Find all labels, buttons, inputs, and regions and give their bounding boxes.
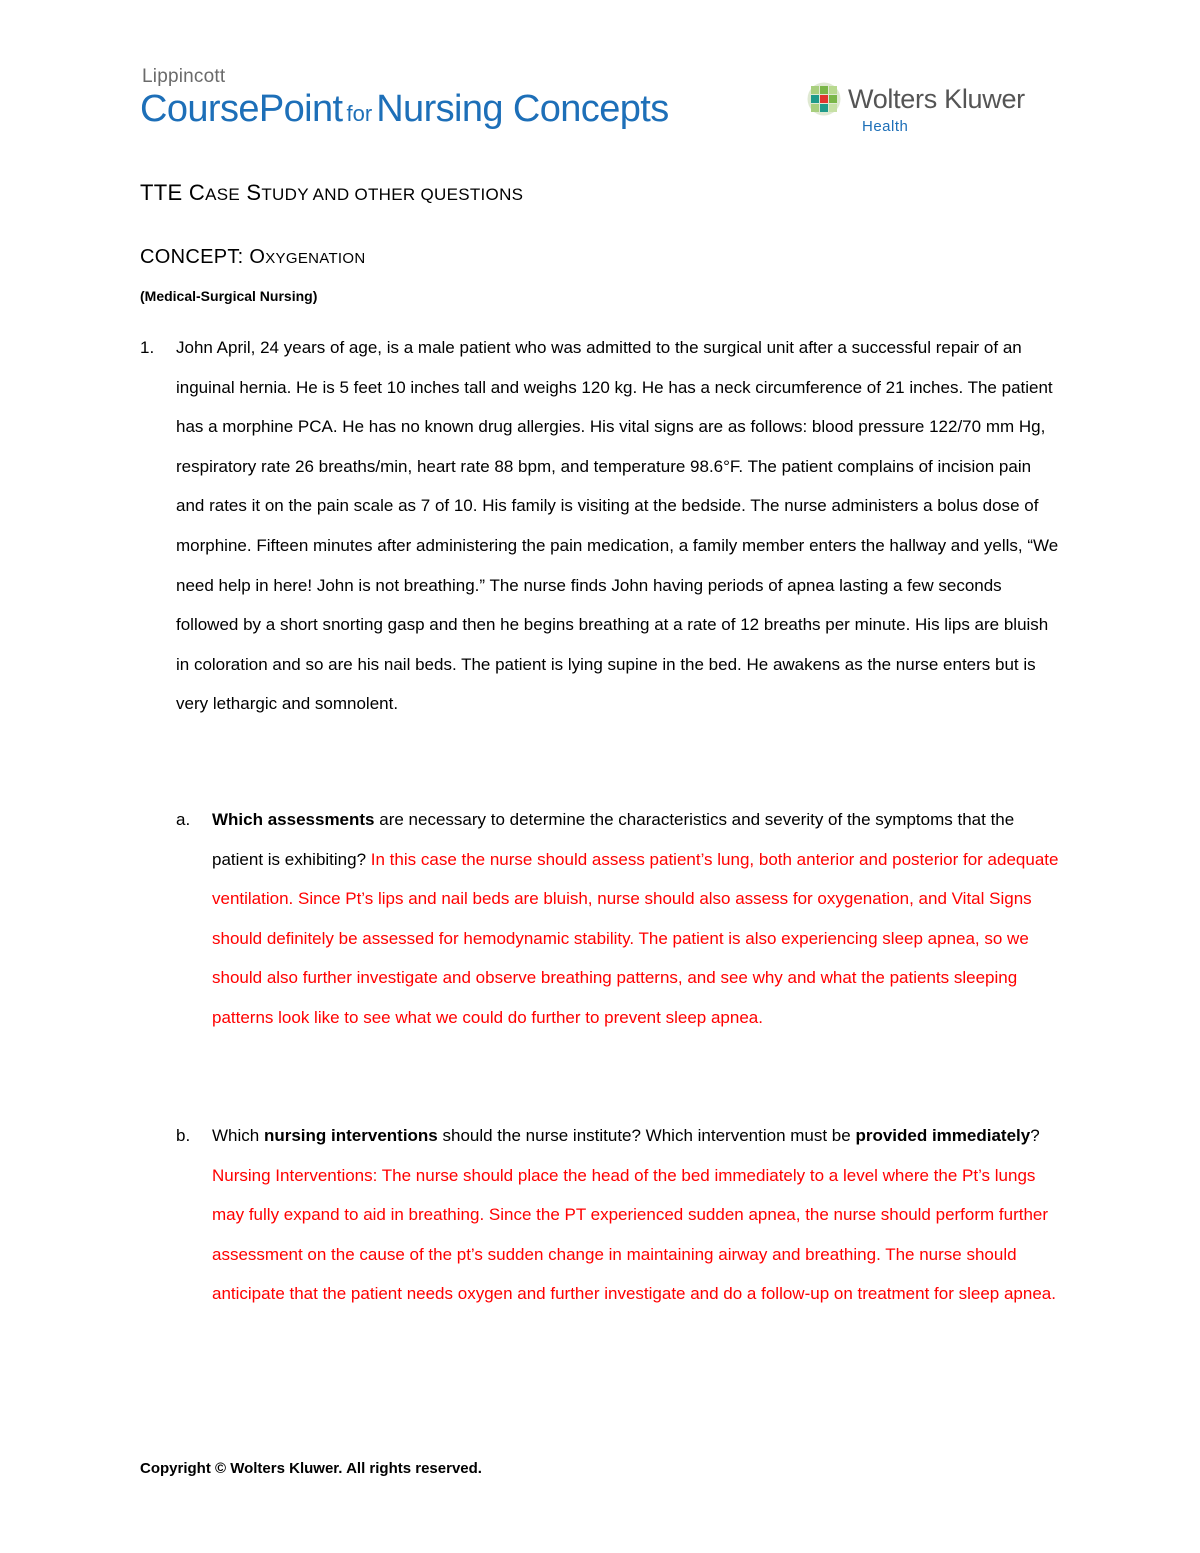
copyright-footer: Copyright © Wolters Kluwer. All rights reserved.: [140, 1460, 482, 1477]
bold-phrase: Which assessments: [212, 810, 375, 829]
lippincott-label: Lippincott: [142, 66, 226, 87]
subquestion-text: [212, 1116, 1060, 1314]
question-text: John April, 24 years of age, is a male patient who was admitted to the surgical unit after a successful repair of an inguinal hernia. He is 5 feet 10 inches tall and weighs 120 kg. He has a neck circumference of 21 inches. The patient has a morphine PCA. He has no known drug allergies. His vital signs are as follows: blood pressure 122/70 mm Hg, respiratory rate 26 breaths/min, heart rate 88 bpm, and temperature 98.6°F. The patient complains of incision pain and rates it on the pain scale as 7 of 10. His family is visiting at the bedside. The nurse administers a bolus dose of morphine. Fifteen minutes after administering the pain medication, a family member enters the hallway and yells, “We need help in here! John is not breathing.” The nurse finds John having periods of apnea lasting a few seconds followed by a short snorting gasp and then he begins breathing at a rate of 12 breaths per minute. His lips are bluish in coloration and so are his nail beds. The patient is lying supine in the bed. He awakens as the nurse enters but is very lethargic and somnolent.: [176, 338, 1059, 714]
concept-label: CONCEPT:: [140, 246, 244, 268]
bold-phrase: provided immediately: [855, 1126, 1031, 1145]
wolters-kluwer-health: Health: [862, 118, 909, 135]
subquestion-letter: b.: [176, 1126, 191, 1145]
question-text-part: ?: [1030, 1126, 1040, 1145]
coursepoint-for: for: [346, 101, 373, 126]
wolters-kluwer-name: Wolters Kluwer: [848, 84, 1025, 114]
section-subtitle: (Medical-Surgical Nursing): [140, 288, 318, 304]
subquestion-letter: a.: [176, 810, 191, 829]
student-answer: In this case the nurse should assess patient’s lung, both anterior and posterior for adequate ventilation. Since Pt’s lips and nail beds are bluish, nurse should also assess for oxygenation, and Vital Signs should definitely be assessed for hemodynamic stability. The patient is also experiencing sleep apnea, so we should also further investigate and observe breathing patterns, and see why and what the patients sleeping patterns look like to see what we could do further to prevent sleep apnea.: [212, 849, 1059, 1027]
question-text-part: Which: [212, 1126, 264, 1145]
student-answer: Nursing Interventions: The nurse should place the head of the bed immediately to a level where the Pt’s lungs may fully expand to aid in breathing. Since the PT experienced sudden apnea, the nurse should perform further assessment on the cause of the pt’s sudden change in maintaining airway and breathing. The nurse should anticipate that the patient needs oxygen and further investigate and do a follow-up on treatment for sleep apnea.: [212, 1165, 1056, 1304]
question-text-part: should the nurse institute? Which intervention must be: [437, 1126, 856, 1145]
document-header: [140, 64, 1060, 144]
coursepoint-main: CoursePoint: [140, 88, 343, 130]
bold-phrase: nursing interventions: [263, 1126, 438, 1145]
coursepoint-concepts: Nursing Concepts: [376, 88, 669, 130]
concept-heading: CONCEPT: OXYGENATION: [140, 246, 366, 268]
coursepoint-logo: [140, 88, 669, 131]
question-number: 1.: [140, 338, 155, 357]
document-title: TTE CASE STUDY AND OTHER QUESTIONS: [140, 180, 524, 205]
question-text-part: are necessary to determine the characteristics and severity of the symptoms that the patient is exhibiting?: [212, 810, 1015, 869]
subquestion-text: [212, 800, 1060, 1038]
wolters-kluwer-logo-icon: [807, 82, 841, 116]
